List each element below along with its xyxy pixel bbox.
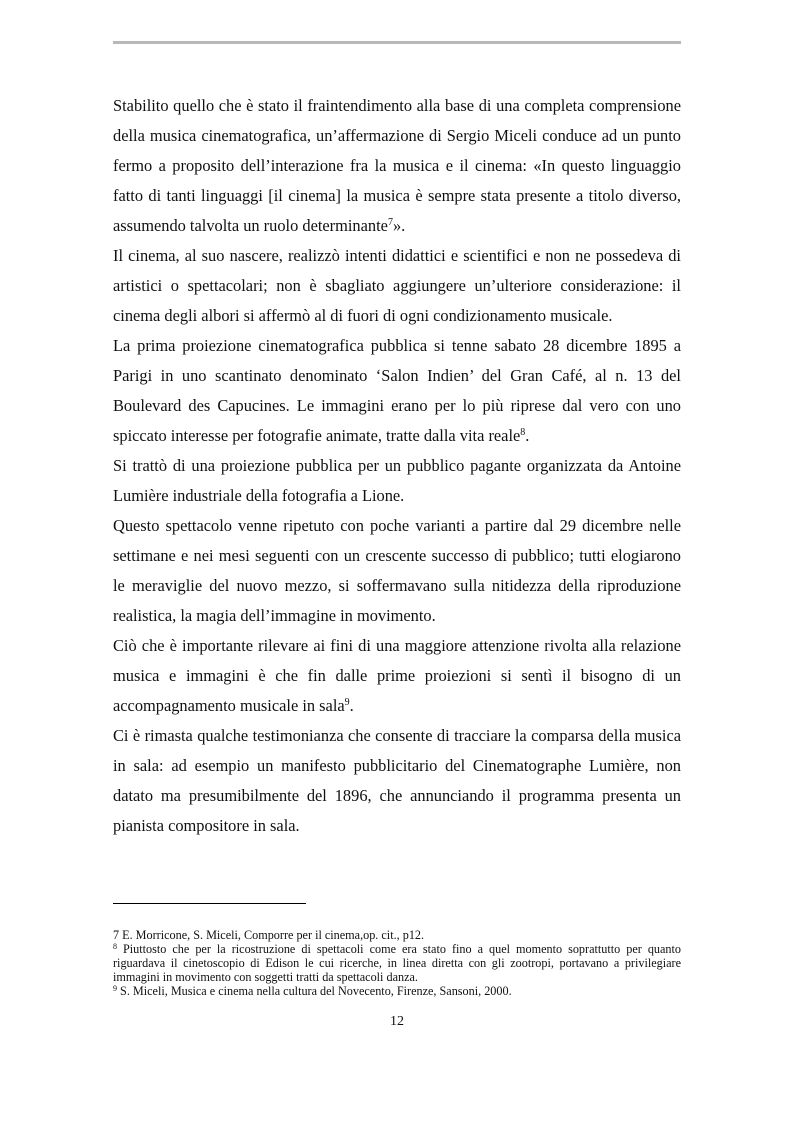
paragraph-3: La prima proiezione cinematografica pubblica si tenne sabato 28 dicembre 1895 a Parigi in uno scantinato denominato ‘Salon Indien’ del Gran Café, al n. 13 del Boulevard des Capucines. Le immagini erano per lo più riprese dal vero con uno spiccato interesse per fotografie animate, tratte dalla vita reale$^8$. — [113, 336, 681, 445]
paragraph-4: Si trattò di una proiezione pubblica per un pubblico pagante organizzata da Antoine Lumière industriale della fotografia a Lione. — [113, 456, 681, 505]
footnote-9: $^9$ S. Miceli, Musica e cinema nella cultura del Novecento, Firenze, Sansoni, 2000. — [113, 983, 512, 998]
footnote-ref-9[interactable]: 9 — [344, 697, 350, 708]
footnote-ref-8[interactable]: 8 — [520, 427, 526, 438]
footnote-7: 7 E. Morricone, S. Miceli, Comporre per il cinema,op. cit., p12. — [113, 928, 425, 942]
footnote-ref-7[interactable]: 7 — [387, 217, 393, 228]
paragraph-1: Stabilito quello che è stato il fraintendimento alla base di una completa comprensione della musica cinematografica, un’affermazione di Sergio Miceli conduce ad un punto fermo a proposito dell’interazione fra la musica e il cinema: «In questo linguaggio fatto di tanti linguaggi [il cinema] la musica è sempre stata presente a titolo diverso, assumendo talvolta un ruolo determinante$^7$». — [113, 96, 681, 235]
paragraph-5: Questo spettacolo venne ripetuto con poche varianti a partire dal 29 dicembre nelle settimane e nei mesi seguenti con un crescente successo di pubblico; tutti elogiarono le meraviglie del nuovo mezzo, si soffermavano sulla nitidezza della riproduzione realistica, la magia dell’immagine in movimento. — [113, 516, 681, 625]
footnote-separator — [113, 903, 306, 904]
footnotes — [113, 929, 681, 999]
paragraph-7: Ci è rimasta qualche testimonianza che consente di tracciare la comparsa della musica in sala: ad esempio un manifesto pubblicitario del Cinematographe Lumière, non datato ma presumibilmente del 1896, che annunciando il programma presenta un pianista compositore in sala. — [113, 726, 681, 835]
page-number: 12 — [390, 1014, 404, 1029]
body-text — [113, 91, 681, 841]
header-rule — [113, 41, 681, 44]
footnote-8: $^8$ Piuttosto che per la ricostruzione di spettacoli come era stato fino a quel momento soprattutto per quanto riguardava il cinetoscopio di Edison le cui ricerche, in linea diretta con gli zootropi, portavano a privilegiare immagini in movimento con soggetti tratti da spettacoli danza. — [113, 941, 681, 984]
paragraph-2: Il cinema, al suo nascere, realizzò intenti didattici e scientifici e non ne possedeva di artistici o spettacolari; non è sbagliato aggiungere un’ulteriore considerazione: il cinema degli albori si affermò al di fuori di ogni condizionamento musicale. — [113, 246, 681, 325]
paragraph-6: Ciò che è importante rilevare ai fini di una maggiore attenzione rivolta alla relazione musica e immagini è che fin dalle prime proiezioni si sentì il bisogno di un accompagnamento musicale in sala$^9$. — [113, 636, 681, 715]
